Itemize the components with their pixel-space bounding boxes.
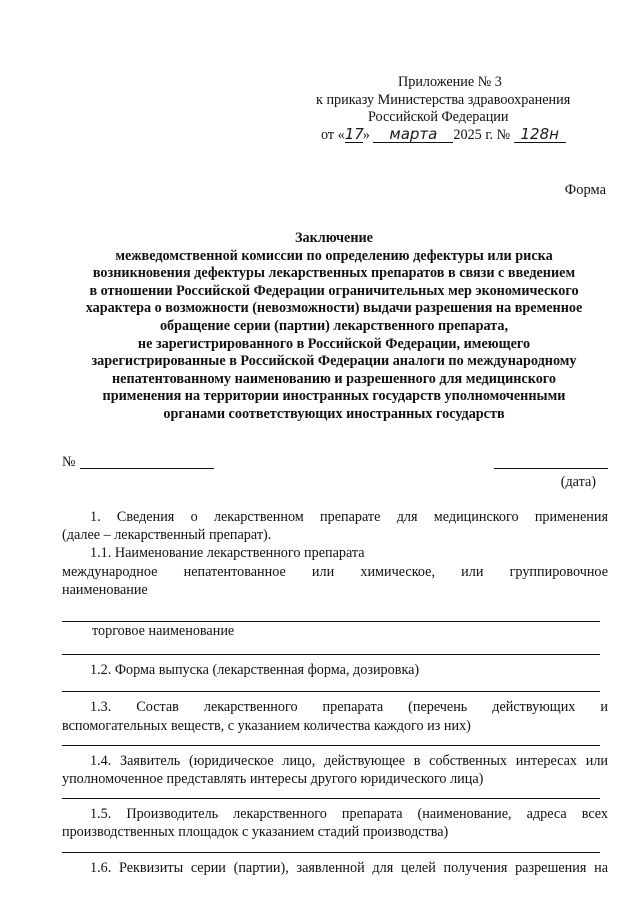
from-prefix: от « bbox=[321, 126, 345, 143]
title-line: межведомственной комиссии по определению дефектуры или риска bbox=[115, 247, 553, 264]
order-reference: к приказу Министерства здравоохранения bbox=[316, 91, 571, 108]
section-1-1: 1.1. Наименование лекарственного препарата bbox=[90, 545, 365, 562]
title-line: применения на территории иностранных государств уполномоченными bbox=[102, 388, 566, 405]
section-1-2: 1.2. Форма выпуска (лекарственная форма, дозировка) bbox=[90, 662, 420, 679]
title-line: не зарегистрированного в Российской Федерации, имеющего bbox=[137, 335, 531, 352]
order-date-line bbox=[300, 124, 600, 145]
appendix-header bbox=[300, 74, 600, 144]
handwritten-day: 17 bbox=[344, 124, 364, 143]
section-1-6-line: 1.6. Реквизиты серии (партии), заявленной для целей получения разрешения на bbox=[90, 859, 608, 876]
title-line: зарегистрированные в Российской Федерации аналоги по международному bbox=[91, 353, 577, 370]
section-1-4-line: уполномоченное представлять интересы другого юридического лица) bbox=[62, 771, 484, 788]
title-heading: Заключение bbox=[295, 230, 373, 246]
section-1-5-line: производственных площадок с указанием стадий производства) bbox=[62, 824, 449, 841]
section-1-line: (далее – лекарственный препарат). bbox=[62, 527, 272, 544]
section-1-line: 1. Сведения о лекарственном препарате для медицинского применения bbox=[90, 509, 608, 525]
handwritten-month: марта bbox=[373, 127, 453, 143]
number-sign: № bbox=[62, 454, 76, 470]
title-line: характера о возможности (невозможности) выдачи разрешения на временное bbox=[85, 300, 583, 317]
appendix-number: Приложение № 3 bbox=[398, 74, 502, 90]
number-date-row bbox=[62, 454, 608, 494]
section-1-5-line: 1.5. Производитель лекарственного препарата (наименование, адреса всех bbox=[90, 806, 608, 823]
document-title bbox=[56, 230, 612, 424]
day-close: » bbox=[362, 126, 370, 143]
section-1-3-line: 1.3. Состав лекарственного препарата (перечень действующих и bbox=[90, 699, 608, 716]
number-blank-line bbox=[80, 468, 214, 469]
year-label: 2025 г. № bbox=[453, 126, 511, 143]
form-label: Форма bbox=[564, 182, 606, 198]
section-1-1-line: международное непатентованное или химическое, или группировочное bbox=[62, 563, 608, 580]
handwritten-order-number: 128н bbox=[514, 127, 566, 143]
section-1-4-line: 1.4. Заявитель (юридическое лицо, действующее в собственных интересах или bbox=[90, 752, 608, 769]
document-body bbox=[62, 508, 608, 877]
section-1-1-line: наименование bbox=[62, 581, 148, 598]
title-line: возникновения дефектуры лекарственных препаратов в связи с введением bbox=[92, 265, 576, 282]
date-label: (дата) bbox=[560, 474, 596, 490]
trade-name-label: торговое наименование bbox=[92, 623, 235, 640]
title-line: непатентованному наименованию и разрешенного для медицинского bbox=[112, 370, 556, 387]
ministry-country: Российской Федерации bbox=[368, 109, 509, 125]
title-line: в отношении Российской Федерации ограничительных мер экономического bbox=[89, 282, 579, 299]
title-line: органами соответствующих иностранных государств bbox=[163, 405, 505, 422]
section-1-3-line: вспомогательных веществ, с указанием количества каждого из них) bbox=[62, 717, 471, 734]
date-blank-line bbox=[494, 468, 608, 469]
title-line: обращение серии (партии) лекарственного препарата, bbox=[159, 317, 509, 334]
